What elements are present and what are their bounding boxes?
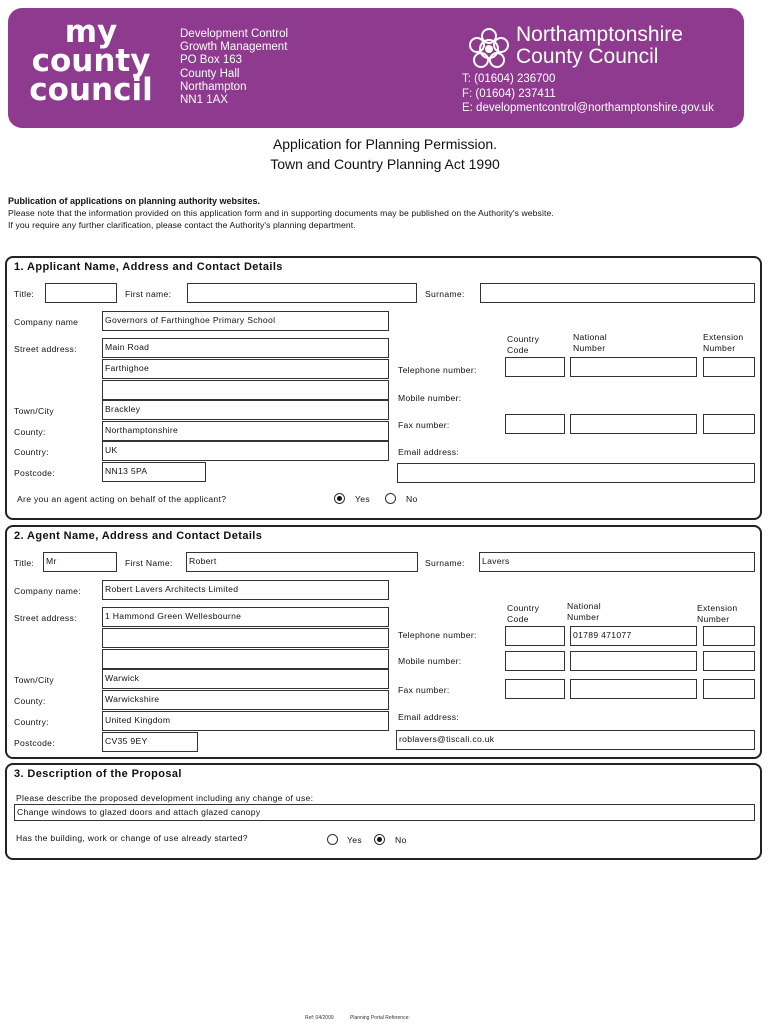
s1-street-input-1[interactable]: Main Road	[102, 338, 389, 358]
s1-postcode-label: Postcode:	[14, 468, 55, 478]
s2-street-input-1[interactable]: 1 Hammond Green Wellesbourne	[102, 607, 389, 627]
s2-county-input[interactable]: Warwickshire	[102, 690, 389, 710]
s2-fax-label: Fax number:	[398, 685, 450, 695]
s1-extension-label: Extension Number	[703, 332, 744, 353]
s1-email-input[interactable]	[397, 463, 755, 483]
s1-company-input[interactable]: Governors of Farthinghoe Primary School	[102, 311, 389, 331]
publication-notice-line-1: Please note that the information provided on this application form and in supporting documents may be published on the Authority's website.	[8, 208, 554, 218]
s1-agent-yes-radio[interactable]	[334, 493, 345, 504]
s2-company-input[interactable]: Robert Lavers Architects Limited	[102, 580, 389, 600]
s1-tel-country-code[interactable]	[505, 357, 565, 377]
form-subtitle: Town and Country Planning Act 1990	[270, 156, 500, 172]
s2-title-input[interactable]: Mr	[43, 552, 117, 572]
s3-description-input[interactable]: Change windows to glazed doors and attach glazed canopy	[14, 804, 755, 821]
s2-fax-national[interactable]	[570, 679, 697, 699]
s1-fax-extension[interactable]	[703, 414, 755, 434]
s1-country-code-label: Country Code	[507, 334, 540, 355]
s2-street-input-3[interactable]	[102, 649, 389, 669]
council-contact: T: (01604) 236700 F: (01604) 237411 E: developmentcontrol@northamptonshire.gov.uk	[462, 73, 714, 114]
s2-country-code-label: Country Code	[507, 603, 540, 624]
s2-tel-national[interactable]: 01789 471077	[570, 626, 697, 646]
s2-postcode-label: Postcode:	[14, 738, 55, 748]
section-1-title: 1. Applicant Name, Address and Contact Details	[14, 261, 283, 273]
s1-title-label: Title:	[14, 289, 35, 299]
s2-tel-extension[interactable]	[703, 626, 755, 646]
s2-surname-input[interactable]: Lavers	[479, 552, 755, 572]
s1-town-input[interactable]: Brackley	[102, 400, 389, 420]
s1-email-label: Email address:	[398, 447, 460, 457]
s1-company-label: Company name	[14, 317, 79, 327]
s2-town-input[interactable]: Warwick	[102, 669, 389, 689]
s2-first-name-label: First Name:	[125, 558, 173, 568]
s1-national-number-label: National Number	[573, 332, 607, 353]
s2-mobile-label: Mobile number:	[398, 656, 462, 666]
form-title: Application for Planning Permission.	[272, 136, 498, 152]
header-banner	[8, 8, 744, 128]
s1-surname-input[interactable]	[480, 283, 755, 303]
s2-street-label: Street address:	[14, 613, 77, 623]
s1-first-name-input[interactable]	[187, 283, 417, 303]
s2-mob-extension[interactable]	[703, 651, 755, 671]
s2-country-input[interactable]: United Kingdom	[102, 711, 389, 731]
s2-extension-label: Extension Number	[697, 603, 738, 624]
s1-fax-country-code[interactable]	[505, 414, 565, 434]
my-county-council-logo	[16, 14, 166, 108]
s2-company-label: Company name:	[14, 586, 81, 596]
s2-county-label: County:	[14, 696, 46, 706]
s1-street-input-2[interactable]: Farthighoe	[102, 359, 389, 379]
council-name-line-1: Northamptonshire	[516, 23, 683, 46]
s2-email-input[interactable]: roblavers@tiscali.co.uk	[396, 730, 755, 750]
s2-title-label: Title:	[14, 558, 35, 568]
s1-fax-label: Fax number:	[398, 420, 450, 430]
s1-agent-no-label: No	[406, 494, 418, 504]
s2-fax-extension[interactable]	[703, 679, 755, 699]
s3-started-no-label: No	[395, 835, 407, 845]
logo-line-1: my	[64, 14, 118, 50]
footer-portal-ref: Planning Portal Reference:	[350, 1015, 410, 1021]
rose-crest-icon	[464, 24, 514, 74]
s2-email-label: Email address:	[398, 712, 460, 722]
s1-street-label: Street address:	[14, 344, 77, 354]
s1-county-label: County:	[14, 427, 46, 437]
s2-surname-label: Surname:	[425, 558, 465, 568]
footer-ref: Ref: 04/2009	[305, 1015, 334, 1021]
s2-postcode-input[interactable]: CV35 9EY	[102, 732, 198, 752]
publication-notice-line-2: If you require any further clarification, please contact the Authority's planning department.	[8, 220, 356, 230]
s2-mob-national[interactable]	[570, 651, 697, 671]
s1-title-input[interactable]	[45, 283, 117, 303]
s1-town-label: Town/City	[14, 406, 54, 416]
s3-started-yes-label: Yes	[347, 835, 362, 845]
s1-agent-no-radio[interactable]	[385, 493, 396, 504]
s1-mobile-label: Mobile number:	[398, 393, 462, 403]
s3-started-no-radio[interactable]	[374, 834, 385, 845]
s3-started-yes-radio[interactable]	[327, 834, 338, 845]
s1-surname-label: Surname:	[425, 289, 465, 299]
section-2-title: 2. Agent Name, Address and Contact Details	[14, 530, 263, 542]
s2-town-label: Town/City	[14, 675, 54, 685]
s3-describe-label: Please describe the proposed development including any change of use:	[16, 793, 314, 803]
s1-country-input[interactable]: UK	[102, 441, 389, 461]
s1-agent-yes-label: Yes	[355, 494, 370, 504]
logo-line-2: county	[31, 43, 151, 79]
s2-country-label: Country:	[14, 717, 49, 727]
council-name-line-2: County Council	[516, 45, 659, 68]
council-address: Development Control Growth Management PO Box 163 County Hall Northampton NN1 1AX	[180, 28, 289, 107]
publication-notice-heading: Publication of applications on planning authority websites.	[8, 196, 261, 206]
s2-first-name-input[interactable]: Robert	[186, 552, 418, 572]
logo-line-3: council	[29, 72, 153, 108]
s1-postcode-input[interactable]: NN13 5PA	[102, 462, 206, 482]
s1-country-label: Country:	[14, 447, 49, 457]
s2-mob-country-code[interactable]	[505, 651, 565, 671]
s2-fax-country-code[interactable]	[505, 679, 565, 699]
s1-telephone-label: Telephone number:	[398, 365, 477, 375]
s1-street-input-3[interactable]	[102, 380, 389, 400]
s2-tel-country-code[interactable]	[505, 626, 565, 646]
section-3-title: 3. Description of the Proposal	[14, 768, 182, 780]
s2-national-number-label: National Number	[567, 601, 601, 622]
s1-tel-extension[interactable]	[703, 357, 755, 377]
s1-agent-question: Are you an agent acting on behalf of the applicant?	[17, 494, 227, 504]
council-name	[516, 24, 683, 68]
s3-started-question: Has the building, work or change of use already started?	[16, 833, 248, 843]
s1-fax-national[interactable]	[570, 414, 697, 434]
s2-street-input-2[interactable]	[102, 628, 389, 648]
s1-county-input[interactable]: Northamptonshire	[102, 421, 389, 441]
s2-telephone-label: Telephone number:	[398, 630, 477, 640]
s1-first-name-label: First name:	[125, 289, 172, 299]
s1-tel-national[interactable]	[570, 357, 697, 377]
